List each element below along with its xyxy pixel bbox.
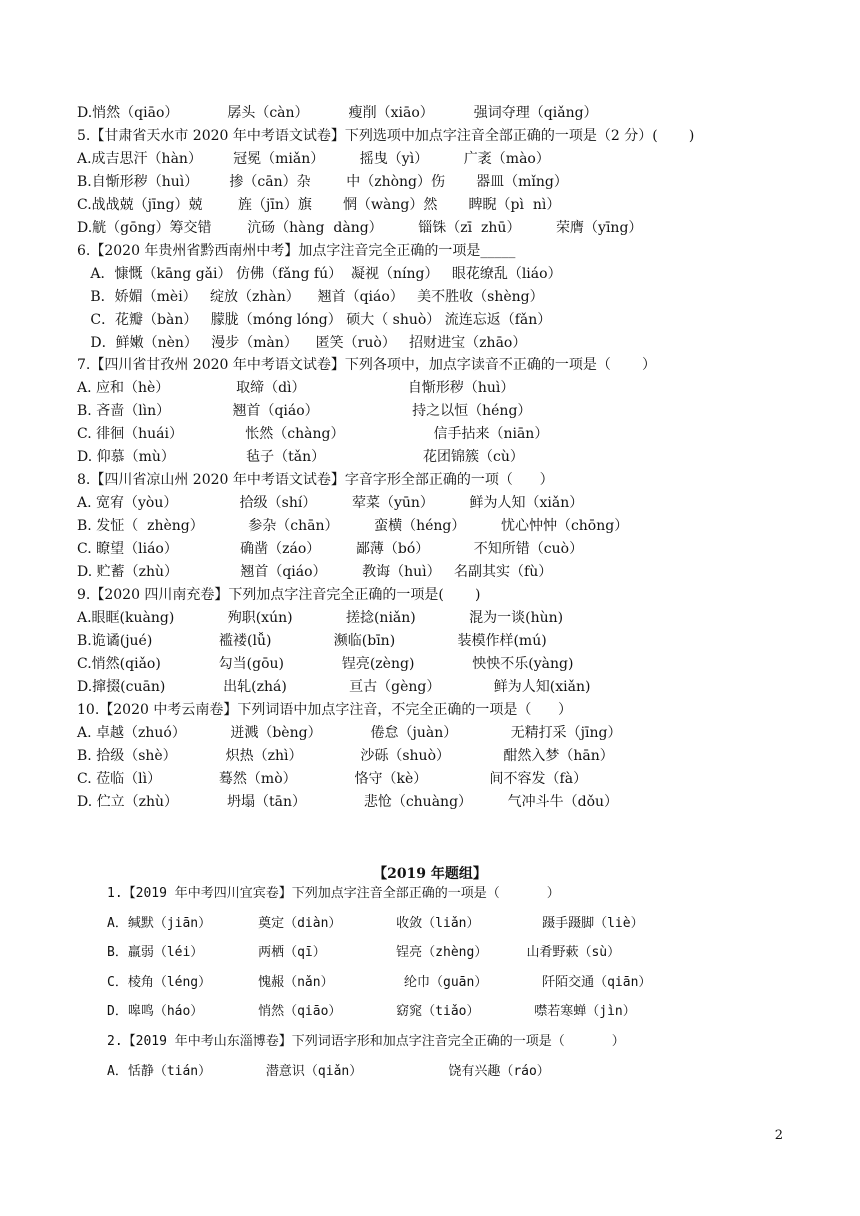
text-line: A．慷慨（kāng gǎi） 仿佛（fǎng fú） 凝视（níng） 眼花缭乱（liáo） bbox=[77, 265, 562, 282]
text-line: C.悄然(qiǎo) 勾当(gōu) 锃亮(zèng) 怏怏不乐(yàng) bbox=[77, 655, 574, 672]
text-line: B．羸弱（léi） 两栖（qī） 锃亮（zhèng） 山肴野蔌（sù） bbox=[107, 945, 621, 961]
text-line: D. 贮蓄（zhù） 翘首（qiáo） 教诲（huì） 名副其实（fù） bbox=[77, 564, 553, 580]
text-line: B. 吝啬（lìn） 翘首（qiáo） 持之以恒（héng） bbox=[77, 403, 532, 420]
text-line: A. 卓越（zhuó） 迸溅（bèng） 倦怠（juàn） 无精打采（jīng） bbox=[77, 724, 622, 741]
text-line: C．棱角（léng） 愧赧（nǎn） 纶巾（guān） 阡陌交通（qiān） bbox=[107, 974, 652, 990]
text-line: D.悄然（qiāo） 孱头（càn） 瘦削（xiāo） 强词夺理（qiǎng） bbox=[77, 105, 598, 121]
text-line: 7.【四川省甘孜州 2020 年中考语文试卷】下列各项中，加点字读音不正确的一项是（ ） bbox=[77, 357, 657, 374]
text-line: B.自惭形秽（huì） 掺（cān）杂 中（zhòng）伤 器皿（mǐng） bbox=[77, 173, 568, 190]
text-line: A. 宽宥（yòu） 拾级（shí） 荤菜（yūn） 鲜为人知（xiǎn） bbox=[77, 495, 584, 512]
text-line: C. 瞭望（liáo） 确凿（záo） 鄙薄（bó） 不知所错（cuò） bbox=[77, 541, 584, 558]
text-line: B. 拾级（shè） 炽热（zhì） 沙砾（shuò） 酣然入梦（hān） bbox=[77, 747, 614, 764]
text-line: B.诡谲(jué) 褴褛(lǚ) 濒临(bīn) 装模作样(mú) bbox=[77, 632, 547, 649]
text-line: D. 伫立（zhù） 坍塌（tān） 悲怆（chuàng） 气冲斗牛（dǒu） bbox=[77, 793, 619, 810]
page-number: 2 bbox=[774, 1128, 783, 1143]
text-line: D．嗥鸣（háo） 悄然（qiāo） 窈窕（tiǎo） 噤若寒蝉（jìn） bbox=[107, 1004, 636, 1020]
text-line: A. 应和（hè） 取缔（dì） 自惭形秽（huì） bbox=[77, 380, 515, 397]
text-line: D.撺掇(cuān) 出轧(zhá) 亘古（gèng） 鲜为人知(xiǎn) bbox=[77, 678, 591, 695]
text-line: B. 发怔（ zhèng） 参杂（chān） 蛮横（héng） 忧心忡忡（chōng） bbox=[77, 518, 629, 535]
text-line: 10.【2020 中考云南卷】下列词语中加点字注音，不完全正确的一项是（ ） bbox=[77, 701, 573, 718]
text-line: A.成吉思汗（hàn） 冠冕（miǎn） 摇曳（yì） 广袤（mào） bbox=[77, 150, 550, 167]
text-line: D．鲜嫩（nèn） 漫步（màn） 匿笑（ruò） 招财进宝（zhāo） bbox=[77, 334, 527, 351]
text-line: 9.【2020 四川南充卷】下列加点字注音完全正确的一项是( ) bbox=[77, 586, 481, 603]
text-line: C. 莅临（lì） 蓦然（mò） 恪守（kè） 间不容发（fà） bbox=[77, 770, 588, 787]
text-line: C.战战兢（jīng）兢 旌（jīn）旗 惘（wàng）然 睥睨（pì nì） bbox=[77, 196, 561, 213]
text-line: A.眼眶(kuàng) 殉职(xún) 搓捻(niǎn) 混为一谈(hùn) bbox=[77, 609, 564, 626]
text-line: D. 仰慕（mù） 毡子（tǎn） 花团锦簇（cù） bbox=[77, 449, 524, 466]
text-line: A．恬静（tián） 潜意识（qiǎn） 饶有兴趣（ráo） bbox=[107, 1063, 550, 1079]
text-line: D.觥（gōng）筹交错 沆砀（hàng dàng） 锱铢（zī zhū） 荣膺（yīng） bbox=[77, 219, 643, 236]
text-line: C．花瓣（bàn） 朦胧（móng lóng） 硕大（ shuò） 流连忘返（fǎn） bbox=[77, 311, 552, 328]
text-line: 2.【2019 年中考山东淄博卷】下列词语字形和加点字注音完全正确的一项是（ ） bbox=[107, 1034, 625, 1049]
text-line: B．娇媚（mèi） 绽放（zhàn） 翘首（qiáo） 美不胜收（shèng） bbox=[77, 288, 544, 305]
text-line: C. 徘徊（huái） 怅然（chàng） 信手拈来（niān） bbox=[77, 426, 549, 443]
text-line: 8.【四川省凉山州 2020 年中考语文试卷】字音字形全部正确的一项（ ） bbox=[77, 472, 554, 489]
text-line: 1.【2019 年中考四川宜宾卷】下列加点字注音全部正确的一项是（ ） bbox=[107, 886, 560, 901]
text-line: A．缄默（jiān） 奠定（diàn） 收敛（liǎn） 蹑手蹑脚（liè） bbox=[107, 915, 644, 931]
text-line: 5.【甘肃省天水市 2020 年中考语文试卷】下列选项中加点字注音全部正确的一项是（2 分）( ) bbox=[77, 127, 695, 144]
text-line: 6.【2020 年贵州省黔西南州中考】加点字注音完全正确的一项是_____ bbox=[77, 242, 516, 259]
section-heading: 【2019 年题组】 bbox=[373, 866, 487, 882]
